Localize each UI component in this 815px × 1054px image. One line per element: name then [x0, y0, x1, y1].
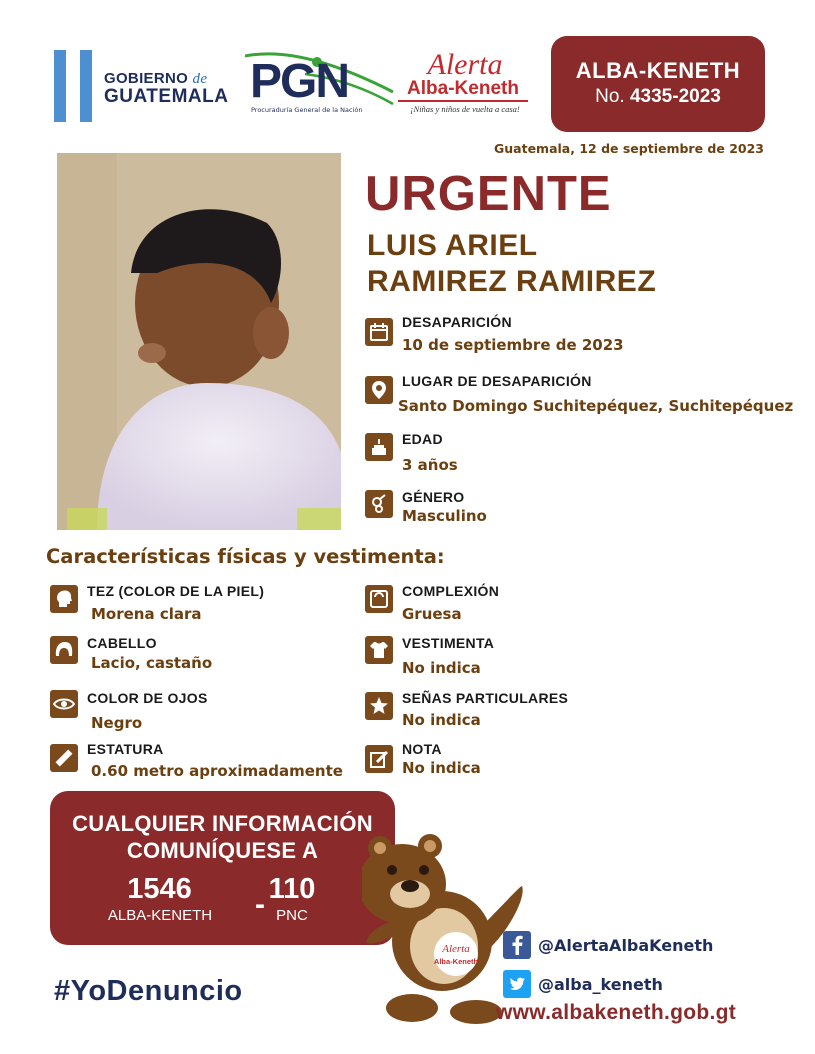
- char-value-skin: Morena clara: [91, 605, 202, 623]
- phone-separator: -: [255, 888, 265, 921]
- mascot-badge-line2: Alba-Keneth: [433, 957, 479, 966]
- scale-icon: [365, 585, 393, 613]
- char-label-hair: CABELLO: [87, 635, 157, 651]
- info-value-location: Santo Domingo Suchitepéquez, Suchitepéquez: [398, 397, 794, 415]
- pgn-wordmark: PGN: [250, 55, 349, 108]
- calendar-icon: [365, 318, 393, 346]
- contact-heading-line2: COMUNÍQUESE A: [126, 838, 319, 863]
- char-value-height: 0.60 metro aproximadamente: [91, 762, 343, 780]
- gov-line2: GUATEMALA: [104, 86, 229, 107]
- alerta-logo-line1: Alerta: [427, 48, 503, 81]
- info-label-age: EDAD: [402, 431, 443, 447]
- info-value-disappearance: 10 de septiembre de 2023: [402, 336, 624, 354]
- phone-pnc-label: PNC: [276, 907, 308, 924]
- gov-de: de: [192, 71, 208, 87]
- star-icon: [365, 692, 393, 720]
- info-value-gender: Masculino: [402, 507, 487, 525]
- info-label-gender: GÉNERO: [402, 489, 465, 505]
- ruler-icon: [50, 744, 78, 772]
- char-label-marks: SEÑAS PARTICULARES: [402, 690, 569, 706]
- contact-info-box: [50, 791, 395, 945]
- char-value-hair: Lacio, castaño: [91, 654, 213, 672]
- missing-child-photo: [57, 153, 341, 530]
- facebook-handle[interactable]: @AlertaAlbaKeneth: [538, 936, 714, 955]
- gov-line1: GOBIERNO: [104, 70, 189, 87]
- mascot-badge-line1: Alerta: [442, 943, 470, 955]
- alerta-logo-tagline: ¡Niñas y niños de vuelta a casa!: [410, 104, 520, 114]
- name-line2: RAMIREZ RAMIREZ: [367, 265, 657, 298]
- case-number-badge: [551, 36, 765, 132]
- location-pin-icon: [365, 376, 393, 404]
- alerta-logo-line2: Alba-Keneth: [398, 78, 528, 102]
- gender-icon: [365, 490, 393, 518]
- twitter-handle[interactable]: @alba_keneth: [538, 975, 663, 994]
- char-label-note: NOTA: [402, 741, 442, 757]
- pgn-logo: [245, 48, 395, 118]
- website-link[interactable]: www.albakeneth.gob.gt: [496, 1001, 737, 1024]
- twitter-icon[interactable]: [503, 970, 531, 998]
- hair-icon: [50, 636, 78, 664]
- alerta-alba-keneth-logo: [396, 48, 534, 116]
- char-value-eyes: Negro: [91, 714, 143, 732]
- head-profile-icon: [50, 585, 78, 613]
- guatemala-flag-bars-icon: [54, 50, 94, 122]
- gobierno-guatemala-logo: [104, 70, 228, 105]
- contact-heading-line1: CUALQUIER INFORMACIÓN: [72, 811, 373, 836]
- info-label-location: LUGAR DE DESAPARICIÓN: [402, 373, 592, 389]
- birthday-cake-icon: [365, 433, 393, 461]
- name-line1: LUIS ARIEL: [367, 229, 538, 262]
- eye-icon: [50, 690, 78, 718]
- char-label-height: ESTATURA: [87, 741, 164, 757]
- note-edit-icon: [365, 745, 393, 773]
- child-portrait-image: [57, 153, 341, 530]
- case-prefix: No.: [595, 86, 625, 107]
- char-label-build: COMPLEXIÓN: [402, 583, 500, 599]
- char-value-note: No indica: [402, 759, 481, 777]
- issue-date: Guatemala, 12 de septiembre de 2023: [494, 141, 764, 156]
- char-label-skin: TEZ (COLOR DE LA PIEL): [87, 583, 265, 599]
- info-value-age: 3 años: [402, 456, 458, 474]
- char-value-clothing: No indica: [402, 659, 481, 677]
- info-label-disappearance: DESAPARICIÓN: [402, 314, 512, 330]
- urgent-heading: URGENTE: [365, 167, 612, 221]
- phone-pnc[interactable]: 110: [268, 873, 316, 905]
- facebook-icon[interactable]: [503, 931, 531, 959]
- case-number: 4335-2023: [629, 86, 721, 107]
- missing-person-name: [367, 228, 656, 300]
- char-label-eyes: COLOR DE OJOS: [87, 690, 208, 706]
- characteristics-title: Características físicas y vestimenta:: [46, 545, 445, 568]
- case-title: ALBA-KENETH: [575, 58, 741, 83]
- phone-alba-keneth-label: ALBA-KENETH: [107, 907, 213, 924]
- pgn-subtitle: Procuraduría General de la Nación: [251, 106, 363, 114]
- phone-alba-keneth[interactable]: 1546: [127, 873, 192, 905]
- char-value-marks: No indica: [402, 711, 481, 729]
- hashtag: #YoDenuncio: [54, 975, 243, 1007]
- char-label-clothing: VESTIMENTA: [402, 635, 495, 651]
- shirt-icon: [365, 636, 393, 664]
- contact-heading: [50, 810, 395, 864]
- char-value-build: Gruesa: [402, 605, 462, 623]
